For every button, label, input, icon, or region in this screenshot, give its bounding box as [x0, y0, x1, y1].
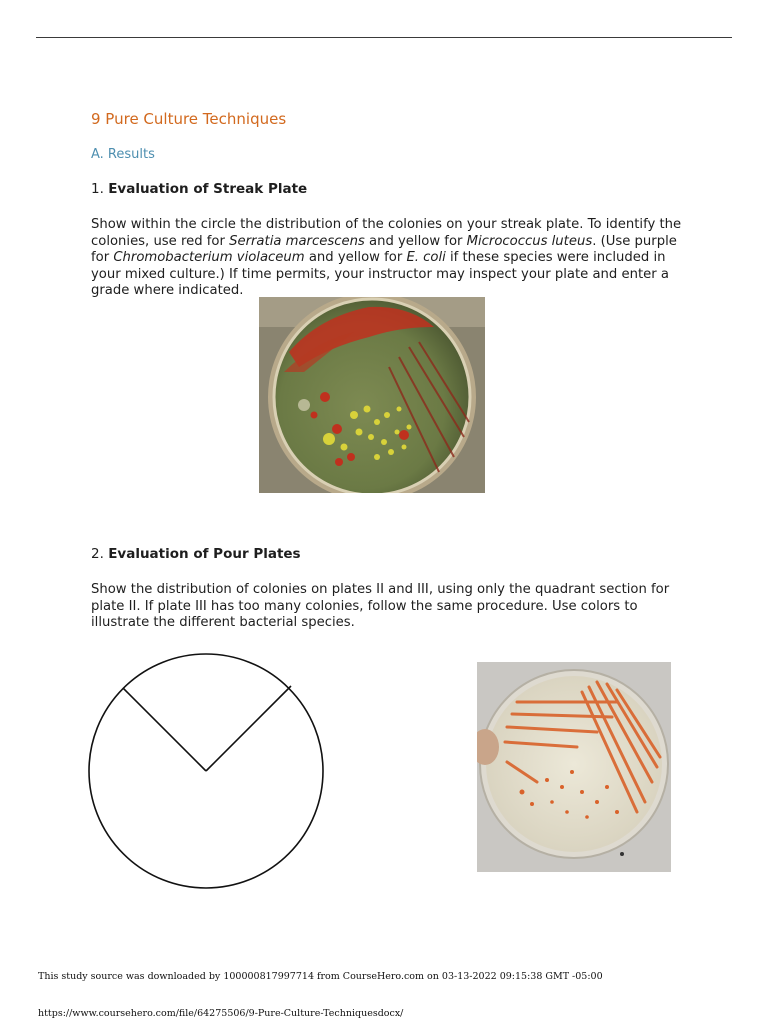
section-2-title: Evaluation of Pour Plates: [108, 546, 301, 562]
results-subtitle: A. Results: [91, 147, 155, 162]
chromobacterium-name: Chromobacterium violaceum: [113, 250, 305, 265]
section-2-number: 2.: [91, 546, 104, 562]
para-text-d: and yellow for: [304, 250, 407, 265]
quadrant-circle-diagram: [88, 648, 328, 894]
micrococcus-name: Micrococcus luteus: [466, 233, 593, 249]
section-2-heading: [91, 546, 301, 562]
page-title: 9 Pure Culture Techniques: [91, 110, 287, 128]
serratia-name: Serratia marcescens: [229, 233, 365, 249]
streak-plate-photo: [259, 297, 485, 493]
para-text-e: if these species were included in your mixed culture.) If time permits, your instructor may inspect your plate and enter a grade where indicated.: [91, 250, 669, 298]
top-rule: [36, 37, 732, 38]
download-note: This study source was downloaded by 100000817997714 from CourseHero.com on 03-13-2022 09:15:38 GMT -05:00: [38, 971, 603, 982]
para-text-c: . (Use purple for: [91, 233, 677, 265]
section-1-number: 1.: [91, 181, 104, 197]
para-text-b: and yellow for: [364, 233, 467, 249]
pour-plate-photo: [477, 662, 671, 872]
ecoli-name: E. coli: [406, 250, 446, 265]
section-1-heading: [91, 181, 307, 197]
para-text-a: Show within the circle the distribution of the colonies on your streak plate. To identify the colonies, use red for: [91, 217, 682, 249]
source-url[interactable]: https://www.coursehero.com/file/64275506/9-Pure-Culture-Techniquesdocx/: [38, 1008, 404, 1019]
section-1-paragraph: [91, 217, 691, 300]
section-1-title: Evaluation of Streak Plate: [108, 181, 308, 197]
section-2-paragraph: Show the distribution of colonies on plates II and III, using only the quadrant section for plate II. If plate III has too many colonies, follow the same procedure. Use colors to illustrate the different bacterial species.: [91, 582, 670, 630]
